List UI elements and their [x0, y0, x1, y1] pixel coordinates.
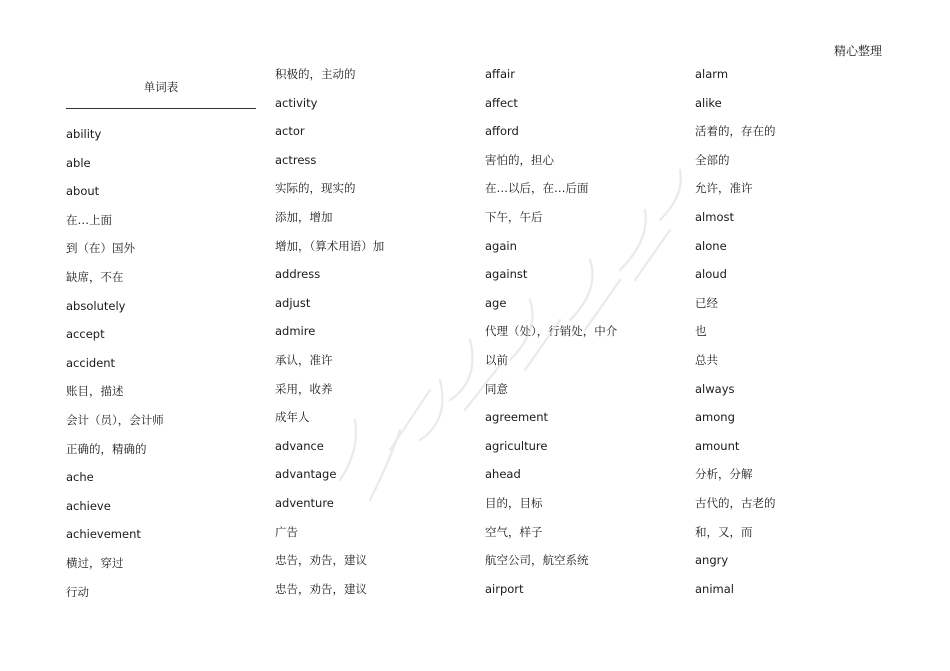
word-row: agreement — [485, 410, 549, 425]
word-row: airport — [485, 581, 524, 596]
word-row: afford — [485, 124, 519, 139]
word-row: 积极的，主动的 — [275, 67, 356, 81]
word-row: adjust — [275, 295, 311, 310]
word-row: actress — [275, 152, 317, 167]
word-row: 也 — [695, 324, 707, 339]
word-row: admire — [275, 324, 316, 339]
word-row: advantage — [275, 467, 337, 482]
word-row: again — [485, 238, 517, 253]
word-row: 总共 — [695, 352, 718, 367]
word-row: 会计（员），会计师 — [66, 412, 164, 427]
word-row: aloud — [695, 267, 727, 282]
word-row: agriculture — [485, 438, 548, 453]
word-row: amount — [695, 438, 740, 453]
word-row: advance — [275, 438, 324, 453]
column-4 — [695, 60, 890, 603]
word-row: among — [695, 410, 735, 425]
word-row: 实际的，现实的 — [275, 181, 356, 196]
word-row: 航空公司，航空系统 — [485, 553, 589, 568]
word-row: ache — [66, 470, 94, 485]
word-row: against — [485, 267, 528, 282]
word-row: adventure — [275, 495, 334, 510]
word-row: address — [275, 267, 321, 282]
word-row: 以前 — [485, 352, 508, 367]
word-row: 正确的，精确的 — [66, 441, 147, 456]
word-row: 承认，准许 — [275, 352, 333, 367]
word-row: 目的，目标 — [485, 495, 543, 510]
column-2 — [275, 60, 470, 603]
word-row: 代理（处），行销处，中介 — [485, 324, 618, 339]
column-1 — [66, 60, 261, 606]
word-row: 采用，收养 — [275, 381, 333, 396]
word-row: 害怕的，担心 — [485, 152, 554, 167]
word-row: affair — [485, 67, 515, 81]
word-row: animal — [695, 581, 734, 596]
word-row: 全部的 — [695, 152, 730, 167]
word-row: 行动 — [66, 584, 89, 599]
word-row: 在…上面 — [66, 212, 112, 227]
word-row: alarm — [695, 67, 729, 81]
word-row: accept — [66, 327, 105, 342]
word-row: 添加，增加 — [275, 209, 333, 224]
word-row: 已经 — [695, 295, 718, 310]
word-row: age — [485, 295, 507, 310]
word-row: 下午，午后 — [485, 209, 543, 224]
word-row: 账目，描述 — [66, 384, 124, 399]
word-row: 同意 — [485, 381, 508, 396]
word-row: 缺席，不在 — [66, 269, 124, 284]
table-title: 单词表 — [66, 72, 256, 109]
word-row: 在…以后，在…后面 — [485, 181, 589, 196]
word-row: alone — [695, 238, 727, 253]
word-row: about — [66, 184, 100, 199]
header-note: 精心整理 — [833, 44, 882, 58]
word-row: achievement — [66, 527, 141, 542]
word-row: 空气，样子 — [485, 524, 543, 539]
word-row: affect — [485, 95, 518, 110]
column-3 — [485, 60, 680, 603]
word-row: able — [66, 155, 91, 170]
word-row: almost — [695, 209, 734, 224]
word-row: ability — [66, 127, 102, 141]
word-row: 和，又，而 — [695, 524, 753, 539]
word-row: accident — [66, 355, 116, 370]
word-row: 广告 — [275, 524, 298, 539]
word-row: angry — [695, 553, 729, 568]
word-row: achieve — [66, 498, 111, 513]
word-row: 允许，准许 — [695, 181, 753, 196]
word-row: 成年人 — [275, 410, 310, 425]
word-row: activity — [275, 95, 318, 110]
word-row: 横过，穿过 — [66, 555, 124, 570]
word-row: actor — [275, 124, 305, 139]
word-row: 忠告，劝告，建议 — [275, 581, 367, 596]
word-row: 忠告，劝告，建议 — [275, 553, 367, 568]
word-row: absolutely — [66, 298, 126, 313]
word-row: 活着的，存在的 — [695, 124, 776, 139]
word-row: ahead — [485, 467, 521, 482]
word-row: 古代的，古老的 — [695, 495, 776, 510]
word-row: 增加，（算术用语）加 — [275, 238, 385, 253]
word-row: 分析，分解 — [695, 467, 753, 482]
word-row: always — [695, 381, 735, 396]
word-row: alike — [695, 95, 722, 110]
word-row: 到（在）国外 — [66, 241, 135, 256]
